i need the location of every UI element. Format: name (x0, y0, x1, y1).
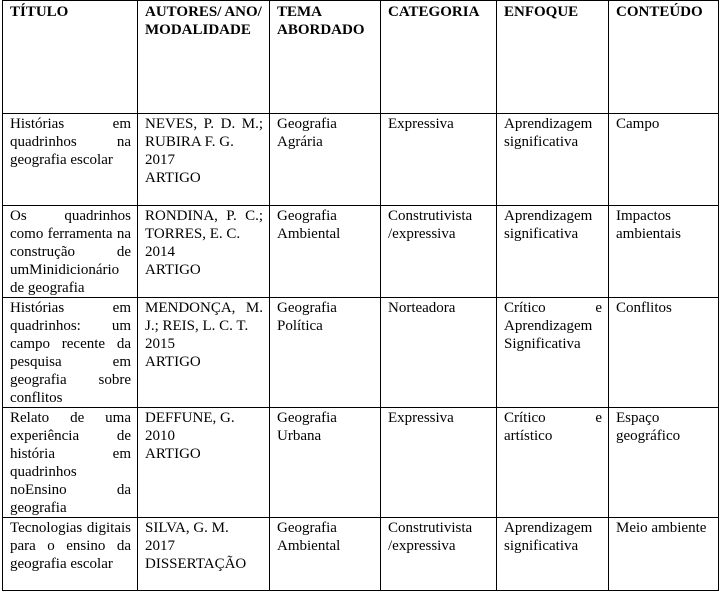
cell-tema: Geografia Ambiental (270, 206, 381, 298)
authors-text: RONDINA, P. C.; TORRES, E. C. (145, 208, 263, 242)
modality-text: ARTIGO (145, 354, 201, 370)
cell-autores (138, 518, 270, 591)
cell-categoria: Norteadora (381, 298, 497, 408)
authors-text: MENDONÇA, M. J.; REIS, L. C. T. (145, 300, 263, 334)
cell-autores (138, 114, 270, 206)
cell-tema: Geografia Urbana (270, 408, 381, 518)
cell-categoria: Expressiva (381, 408, 497, 518)
cell-categoria: Expressiva (381, 114, 497, 206)
authors-text: SILVA, G. M. (145, 520, 229, 536)
cell-tema: Geografia Ambiental (270, 518, 381, 591)
cell-titulo: Relato de uma experiência de história em quadrinhos noEnsino da geografia (3, 408, 138, 518)
cell-titulo: Os quadrinhos como ferramenta na construção de umMinidicionário de geografia (3, 206, 138, 298)
cell-enfoque: Aprendizagem significativa (497, 518, 609, 591)
year-text: 2017 (145, 152, 175, 168)
header-conteudo: CONTEÚDO (609, 1, 719, 114)
year-text: 2015 (145, 336, 175, 352)
literature-table (2, 0, 719, 591)
cell-enfoque: Crítico e artístico (497, 408, 609, 518)
table-row (3, 206, 719, 298)
cell-autores (138, 408, 270, 518)
cell-autores (138, 298, 270, 408)
authors-text: NEVES, P. D. M.; RUBIRA F. G. (145, 116, 263, 150)
cell-conteudo: Conflitos (609, 298, 719, 408)
cell-tema: Geografia Política (270, 298, 381, 408)
cell-tema: Geografia Agrária (270, 114, 381, 206)
cell-titulo: Histórias em quadrinhos na geografia escolar (3, 114, 138, 206)
header-titulo: TÍTULO (3, 1, 138, 114)
cell-titulo: Histórias em quadrinhos: um campo recente da pesquisa em geografia sobre conflitos (3, 298, 138, 408)
cell-enfoque: Aprendizagem significativa (497, 206, 609, 298)
table-row (3, 298, 719, 408)
header-row (3, 1, 719, 114)
header-enfoque: ENFOQUE (497, 1, 609, 114)
modality-text: ARTIGO (145, 446, 201, 462)
cell-enfoque: Crítico e Aprendizagem Significativa (497, 298, 609, 408)
cell-conteudo: Impactos ambientais (609, 206, 719, 298)
modality-text: DISSERTAÇÃO (145, 556, 247, 572)
header-tema: TEMA ABORDADO (270, 1, 381, 114)
cell-conteudo: Espaço geográfico (609, 408, 719, 518)
header-categoria: CATEGORIA (381, 1, 497, 114)
year-text: 2014 (145, 244, 175, 260)
table-row (3, 518, 719, 591)
cell-enfoque: Aprendizagem significativa (497, 114, 609, 206)
year-text: 2017 (145, 538, 175, 554)
table-row (3, 408, 719, 518)
cell-conteudo: Meio ambiente (609, 518, 719, 591)
cell-titulo: Tecnologias digitais para o ensino da geografia escolar (3, 518, 138, 591)
authors-text: DEFFUNE, G. (145, 410, 235, 426)
modality-text: ARTIGO (145, 262, 201, 278)
cell-autores (138, 206, 270, 298)
modality-text: ARTIGO (145, 170, 201, 186)
header-autores: AUTORES/ ANO/ MODALIDADE (138, 1, 270, 114)
cell-conteudo: Campo (609, 114, 719, 206)
cell-categoria: Construtivista /expressiva (381, 518, 497, 591)
year-text: 2010 (145, 428, 175, 444)
cell-categoria: Construtivista /expressiva (381, 206, 497, 298)
table-row (3, 114, 719, 206)
